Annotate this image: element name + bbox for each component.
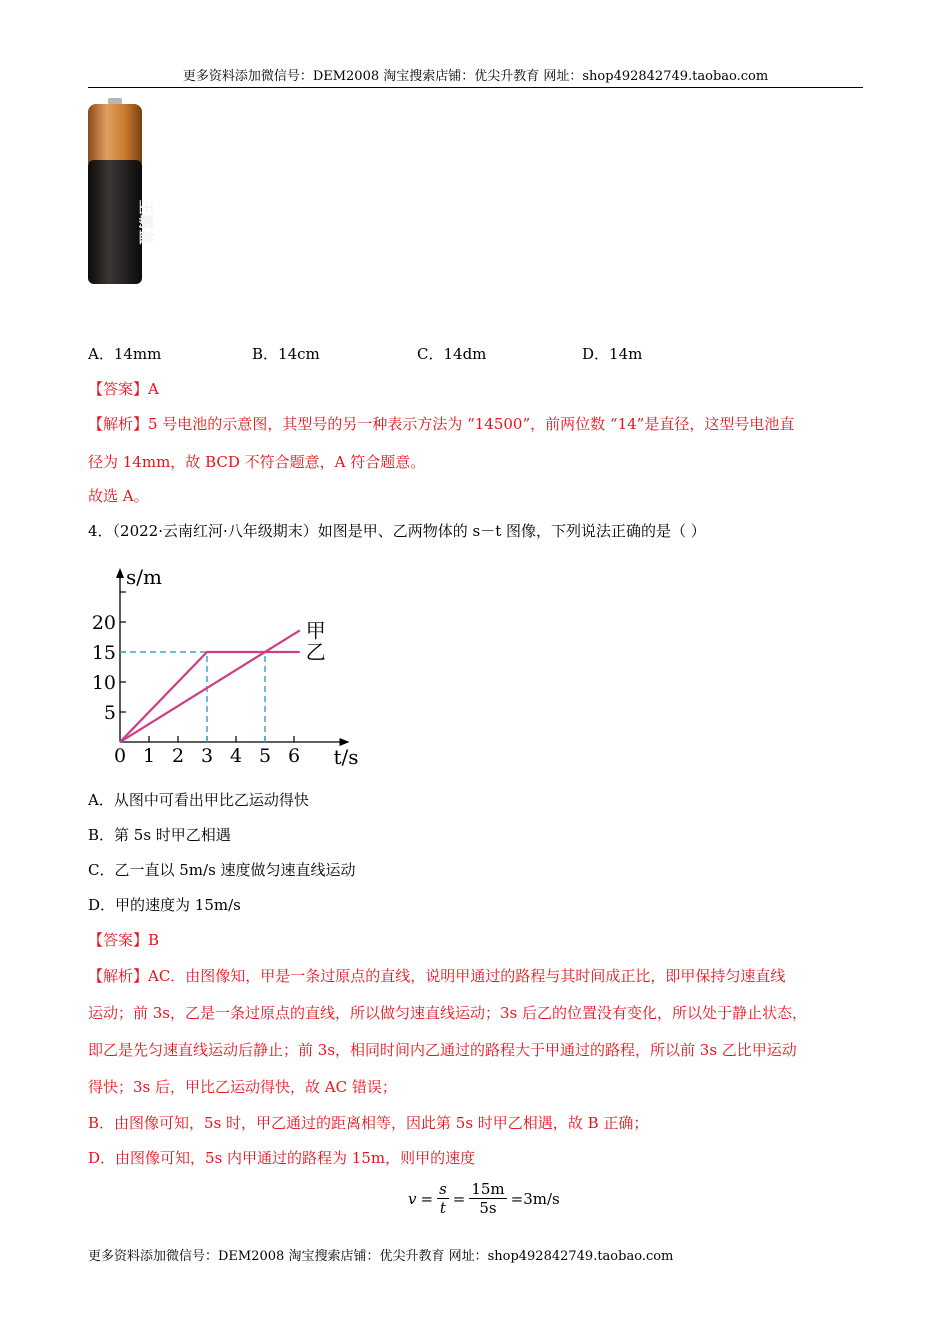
q3-answer: 【答案】A: [88, 380, 159, 398]
q4-analysis-line-4: 得快；3s 后，甲比乙运动得快，故 AC 错误；: [88, 1078, 397, 1096]
page-footer: 更多资料添加微信号：DEM2008 淘宝搜索店铺：优尖升教育 网址：shop492842749.taobao.com: [88, 1249, 674, 1264]
x-tick-label: 6: [287, 745, 301, 767]
formula-numerator: 15m: [471, 1180, 505, 1198]
q4-option-c: C．乙一直以 5m/s 速度做匀速直线运动: [88, 861, 356, 879]
y-axis-arrow: [116, 568, 124, 578]
q3-option-c: C．14dm: [417, 345, 487, 363]
series-label-jia: 甲: [305, 618, 326, 643]
formula-eq2: =: [452, 1189, 466, 1208]
formula-fraction-st: [437, 1180, 449, 1217]
formula-result: =3m/s: [510, 1189, 560, 1208]
formula-v: v: [408, 1189, 417, 1208]
x-tick-label: 2: [171, 745, 185, 767]
q4-option-d: D．甲的速度为 15m/s: [88, 896, 241, 914]
series-line-yi: [120, 652, 300, 742]
y-tick-label: 20: [91, 612, 116, 634]
header-divider: [88, 87, 863, 88]
q4-option-b: B．第 5s 时甲乙相遇: [88, 826, 231, 844]
q3-option-a: A．14mm: [88, 345, 162, 363]
q4-option-a: A．从图中可看出甲比乙运动得快: [88, 791, 309, 809]
formula-t: t: [439, 1199, 446, 1217]
q3-option-d: D．14m: [582, 345, 643, 363]
formula-denominator: 5s: [479, 1199, 497, 1217]
formula-fraction-values: [469, 1180, 506, 1217]
x-axis-label: t/s: [333, 745, 359, 769]
q4-answer: 【答案】B: [88, 931, 160, 949]
q3-analysis-line-2: 径为 14mm，故 BCD 不符合题意，A 符合题意。: [88, 453, 426, 471]
formula-s: s: [439, 1180, 447, 1198]
q4-analysis-line-1: 【解析】AC．由图像知，甲是一条过原点的直线，说明甲通过的路程与其时间成正比，即甲保持匀速直线: [88, 967, 786, 985]
y-tick-label: 5: [103, 702, 116, 724]
y-axis-label: s/m: [126, 565, 162, 589]
series-label-yi: 乙: [305, 640, 326, 664]
battery-image: [84, 96, 155, 290]
formula-eq1: =: [420, 1189, 434, 1208]
page-header: 更多资料添加微信号：DEM2008 淘宝搜索店铺：优尖升教育 网址：shop492842749.taobao.com: [182, 69, 769, 84]
battery-brand-logo: 王霸盖: [137, 199, 155, 245]
q3-option-b: B．14cm: [252, 345, 320, 363]
x-tick-label: 0: [113, 745, 127, 767]
q3-analysis-line-1: 【解析】5 号电池的示意图，其型号的另一种表示方法为 “14500”，前两位数 “14”是直径，这型号电池直: [88, 415, 795, 433]
x-tick-label: 4: [229, 745, 243, 767]
x-tick-label: 5: [258, 745, 272, 767]
q3-analysis-line-3: 故选 A。: [88, 487, 149, 505]
series-line-jia: [120, 630, 300, 742]
q4-analysis-line-2: 运动；前 3s，乙是一条过原点的直线，所以做匀速直线运动；3s 后乙的位置没有变化，所以处于静止状态，: [88, 1004, 808, 1022]
y-tick-label: 10: [91, 672, 116, 694]
x-tick-label: 3: [200, 745, 214, 767]
battery-body: [88, 160, 142, 284]
q4-analysis-line-5: B．由图像可知，5s 时，甲乙通过的距离相等，因此第 5s 时甲乙相遇，故 B 正确；: [88, 1114, 649, 1132]
q4-stem: 4．（2022·云南红河·八年级期末）如图是甲、乙两物体的 s－t 图像，下列说法正确的是（ ）: [88, 522, 706, 540]
y-tick-label: 15: [91, 642, 116, 664]
speed-formula: [408, 1180, 560, 1217]
q4-analysis-line-3: 即乙是先匀速直线运动后静止；前 3s，相同时间内乙通过的路程大于甲通过的路程，所以前 3s 乙比甲运动: [88, 1041, 797, 1059]
st-chart: [84, 552, 374, 772]
x-tick-label: 1: [142, 745, 156, 767]
q4-analysis-line-6: D．由图像可知，5s 内甲通过的路程为 15m，则甲的速度: [88, 1149, 476, 1167]
